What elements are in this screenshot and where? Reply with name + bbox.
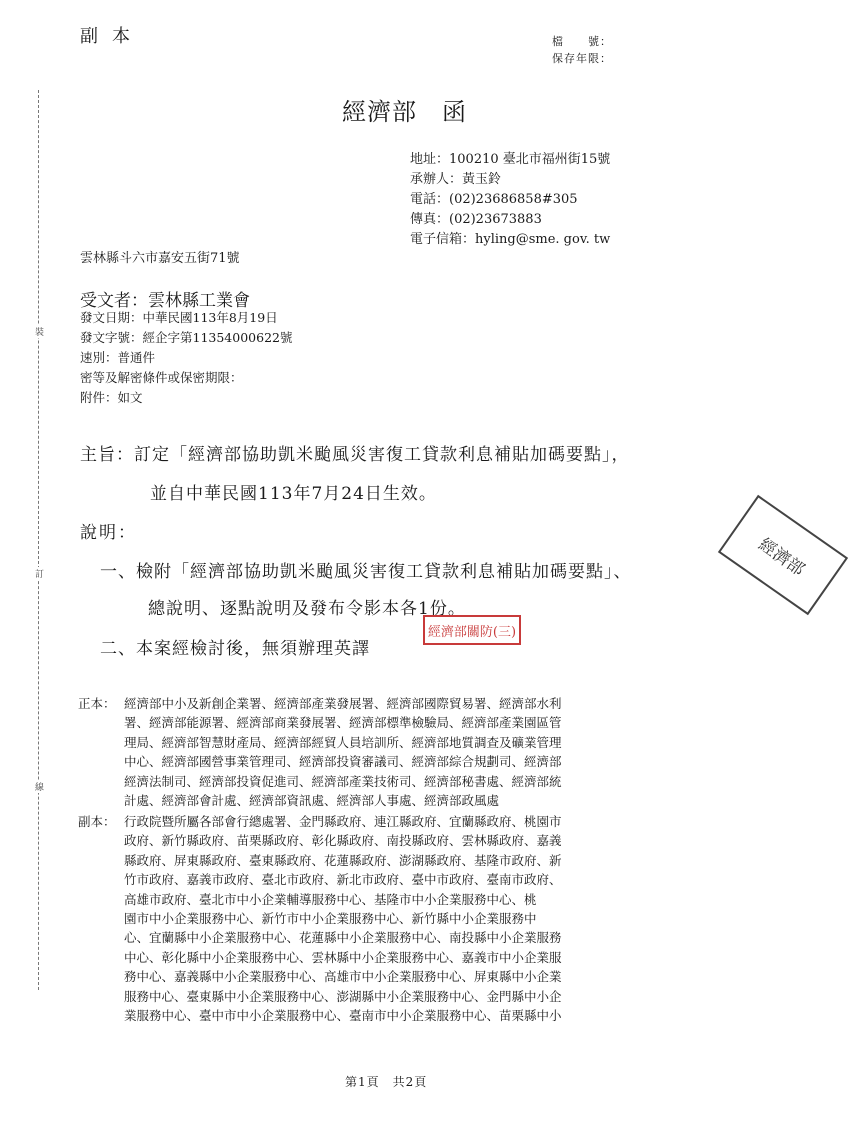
ministry-seal: 經濟部: [718, 495, 848, 615]
delivery-speed: 速別：普通件: [80, 350, 156, 365]
main-recipients-line: 署、經濟部能源署、經濟部商業發展署、經濟部標準檢驗局、經濟部產業園區管: [124, 715, 562, 731]
subject-line-2: 並自中華民國113年7月24日生效。: [150, 484, 437, 504]
document-number: 發文字號：經企字第11354000622號: [80, 330, 293, 345]
binding-line: [38, 90, 39, 990]
cc-recipients-line: 服務中心、臺東縣中小企業服務中心、澎湖縣中小企業服務中心、金門縣中小企: [124, 988, 562, 1004]
main-recipients: [78, 694, 562, 810]
official-stamp: 經濟部關防(三): [423, 615, 521, 645]
explanation-item-1-line-1: 一、檢附「經濟部協助凱米颱風災害復工貸款利息補貼加碼要點」、: [100, 562, 632, 582]
cc-recipients-line: 心、宜蘭縣中小企業服務中心、花蓮縣中小企業服務中心、南投縣中小企業服務: [124, 930, 562, 946]
main-recipients-line: 經濟法制司、經濟部投資促進司、經濟部產業技術司、經濟部秘書處、經濟部統: [124, 773, 562, 789]
contact-handler: 承辦人：黃玉鈴: [410, 172, 502, 187]
recipient: 受文者：雲林縣工業會: [80, 291, 250, 311]
main-recipients-line: 中心、經濟部國營事業管理司、經濟部投資審議司、經濟部綜合規劃司、經濟部: [124, 754, 562, 770]
copy-mark: 副本: [80, 26, 144, 47]
cc-recipients: [78, 812, 562, 1025]
cc-recipients-line: 政府、新竹縣政府、苗栗縣政府、彰化縣政府、南投縣政府、雲林縣政府、嘉義: [124, 833, 562, 849]
main-recipients-line: 計處、經濟部會計處、經濟部資訊處、經濟部人事處、經濟部政風處: [124, 793, 500, 809]
issue-date: 發文日期：中華民國113年8月19日: [80, 310, 278, 325]
cc-recipients-line: 行政院暨所屬各部會行總處署、金門縣政府、連江縣政府、宜蘭縣政府、桃園市: [124, 814, 562, 829]
explanation-item-1-line-2: 總說明、逐點說明及發布令影本各1份。: [148, 599, 466, 619]
archive-number-label: 檔 號：: [552, 35, 612, 48]
recipient-address: 雲林縣斗六市嘉安五街71號: [80, 251, 240, 266]
security-level: 密等及解密條件或保密期限：: [80, 370, 243, 385]
cc-recipients-line: 縣政府、屏東縣政府、臺東縣政府、花蓮縣政府、澎湖縣政府、基隆市政府、新: [124, 852, 562, 868]
binding-char-zhuang: 裝: [35, 325, 44, 338]
binding-char-xian: 線: [35, 780, 44, 793]
main-recipients-line: 經濟部中小及新創企業署、經濟部產業發展署、經濟部國際貿易署、經濟部水利: [124, 696, 562, 711]
contact-phone: 電話：(02)23686858#305: [410, 192, 578, 207]
explanation-label: 說明：: [80, 523, 137, 543]
cc-recipients-label: 副本：: [78, 814, 116, 829]
subject-line-1: 主旨：訂定「經濟部協助凱米颱風災害復工貸款利息補貼加碼要點」，: [80, 445, 630, 465]
cc-recipients-line: 竹市政府、嘉義市政府、臺北市政府、新北市政府、臺中市政府、臺南市政府、: [124, 872, 562, 888]
page-number: 第1頁 共2頁: [345, 1075, 428, 1089]
cc-recipients-line: 園市中小企業服務中心、新竹市中小企業服務中心、新竹縣中小企業服務中: [124, 911, 537, 927]
explanation-item-2: 二、本案經檢討後，無須辦理英譯: [100, 639, 370, 659]
contact-address: 地址：100210 臺北市福州街15號: [410, 152, 611, 167]
binding-char-ding: 訂: [35, 567, 44, 580]
cc-recipients-line: 高雄市政府、臺北市中小企業輔導服務中心、基隆市中小企業服務中心、桃: [124, 891, 537, 907]
document-title: 經濟部 函: [342, 98, 467, 126]
cc-recipients-line: 業服務中心、臺中市中小企業服務中心、臺南市中小企業服務中心、苗栗縣中小: [124, 1008, 562, 1024]
cc-recipients-line: 務中心、嘉義縣中小企業服務中心、高雄市中小企業服務中心、屏東縣中小企業: [124, 969, 562, 985]
contact-fax: 傳真：(02)23673883: [410, 212, 542, 227]
attachment: 附件：如文: [80, 390, 143, 405]
main-recipients-label: 正本：: [78, 696, 116, 711]
cc-recipients-line: 中心、彰化縣中小企業服務中心、雲林縣中小企業服務中心、嘉義市中小企業服: [124, 949, 562, 965]
retention-period-label: 保存年限：: [552, 52, 612, 65]
main-recipients-line: 理局、經濟部智慧財產局、經濟部經貿人員培訓所、經濟部地質調查及礦業管理: [124, 734, 562, 750]
contact-email: 電子信箱：hyling@sme. gov. tw: [410, 232, 611, 247]
